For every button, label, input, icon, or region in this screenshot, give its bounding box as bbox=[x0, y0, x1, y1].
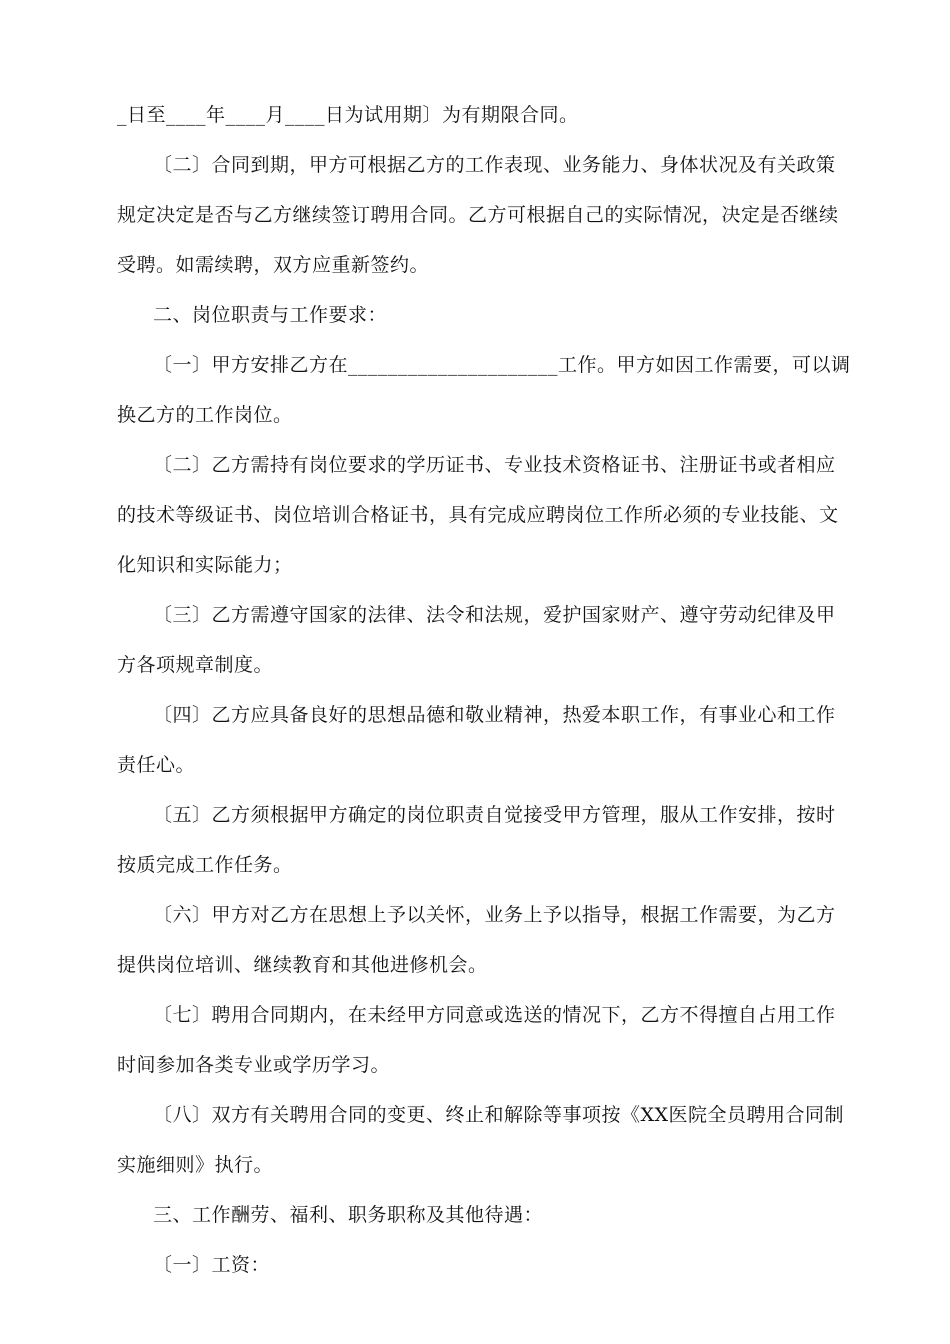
section-heading: 二、岗位职责与工作要求： bbox=[153, 304, 388, 326]
text-line: 规定决定是否与乙方继续签订聘用合同。乙方可根据自己的实际情况，决定是否继续 bbox=[117, 204, 839, 226]
text-line: 实施细则》执行。 bbox=[117, 1154, 274, 1176]
text-line: 〔二〕乙方需持有岗位要求的学历证书、专业技术资格证书、注册证书或者相应 bbox=[153, 454, 836, 476]
text-line: 按质完成工作任务。 bbox=[117, 854, 293, 876]
text-line: 〔三〕乙方需遵守国家的法律、法令和法规，爱护国家财产、遵守劳动纪律及甲 bbox=[153, 604, 836, 626]
text-line: 〔八〕双方有关聘用合同的变更、终止和解除等事项按《XX医院全员聘用合同制 bbox=[153, 1104, 845, 1126]
text-line: 〔一〕工资： bbox=[153, 1254, 271, 1276]
text-line: _日至____年____月____日为试用期〕为有期限合同。 bbox=[117, 104, 579, 126]
text-line: 时间参加各类专业或学历学习。 bbox=[117, 1054, 391, 1076]
text-line: 责任心。 bbox=[117, 754, 196, 776]
section-heading: 三、工作酬劳、福利、职务职称及其他待遇： bbox=[153, 1204, 544, 1226]
text-line: 化知识和实际能力； bbox=[117, 554, 293, 576]
text-line: 〔七〕聘用合同期内，在未经甲方同意或选送的情况下，乙方不得擅自占用工作 bbox=[153, 1004, 836, 1026]
text-line: 〔五〕乙方须根据甲方确定的岗位职责自觉接受甲方管理，服从工作安排，按时 bbox=[153, 804, 836, 826]
text-line: 受聘。如需续聘，双方应重新签约。 bbox=[117, 254, 430, 276]
text-line: 〔二〕合同到期，甲方可根据乙方的工作表现、业务能力、身体状况及有关政策 bbox=[153, 154, 836, 176]
text-line: 提供岗位培训、继续教育和其他进修机会。 bbox=[117, 954, 488, 976]
text-line: 〔四〕乙方应具备良好的思想品德和敬业精神，热爱本职工作，有事业心和工作 bbox=[153, 704, 836, 726]
text-line: 〔一〕甲方安排乙方在_____________________工作。甲方如因工作需要，可以调 bbox=[153, 354, 851, 376]
text-line: 〔六〕甲方对乙方在思想上予以关怀，业务上予以指导，根据工作需要，为乙方 bbox=[153, 904, 836, 926]
text-line: 方各项规章制度。 bbox=[117, 654, 274, 676]
text-line: 的技术等级证书、岗位培训合格证书，具有完成应聘岗位工作所必须的专业技能、文 bbox=[117, 504, 839, 526]
text-line: 换乙方的工作岗位。 bbox=[117, 404, 293, 426]
